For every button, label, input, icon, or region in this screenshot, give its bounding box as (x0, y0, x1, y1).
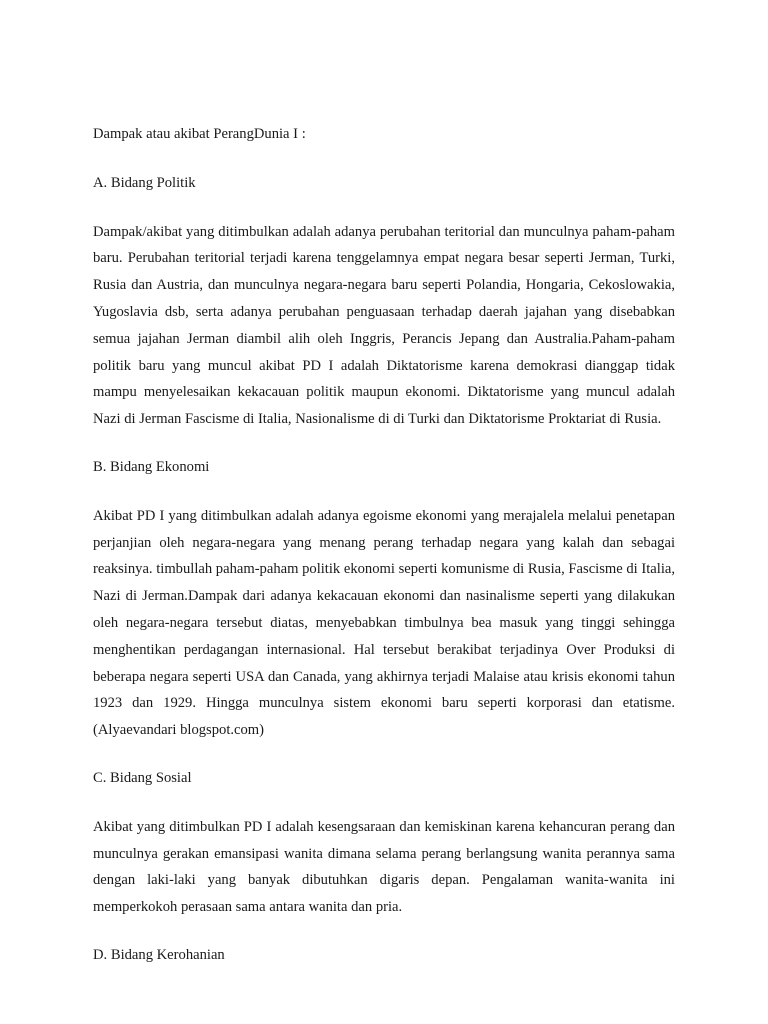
section-heading-politik: A. Bidang Politik (93, 174, 196, 191)
section-heading-sosial: C. Bidang Sosial (93, 769, 192, 786)
section-body-ekonomi: Akibat PD I yang ditimbulkan adalah adanya egoisme ekonomi yang merajalela melalui penetapan perjanjian oleh negara-negara yang menang perang terhadap negara yang kalah dan sebagai reaksinya. timbullah paham-paham politik ekonomi seperti komunisme di Rusia, Fascisme di Italia, Nazi di Jerman.Dampak dari adanya kekacauan ekonomi dan nasinalisme seperti yang dilakukan oleh negara-negara tersebut diatas, menyebabkan timbulnya bea masuk yang tinggi sehingga menghentikan perdagangan internasional. Hal tersebut berakibat terjadinya Over Produksi di beberapa negara seperti USA dan Canada, yang akhirnya terjadi Malaise atau krisis ekonomi tahun 1923 dan 1929. Hingga munculnya sistem ekonomi baru seperti korporasi dan etatisme. (Alyaevandari blogspot.com) (93, 507, 676, 739)
document-title: Dampak atau akibat PerangDunia I : (93, 126, 306, 142)
section-heading-kerohanian: D. Bidang Kerohanian (93, 946, 225, 963)
document-page (93, 121, 675, 991)
section-body-politik: Dampak/akibat yang ditimbulkan adalah adanya perubahan teritorial dan munculnya paham-paham baru. Perubahan teritorial terjadi karena tenggelamnya empat negara besar seperti Jerman, Turki, Rusia dan Austria, dan munculnya negara-negara baru seperti Polandia, Hongaria, Cekoslowakia, Yugoslavia dsb, serta adanya perubahan penguasaan terhadap daerah jajahan yang disebabkan semua jajahan Jerman diambil alih oleh Inggris, Perancis Jepang dan Australia.Paham-paham politik baru yang muncul akibat PD I adalah Diktatorisme karena demokrasi dianggap tidak mampu menyelesaikan kekacauan politik maupun ekonomi. Diktatorisme yang muncul adalah Nazi di Jerman Fascisme di Italia, Nasionalisme di di Turki dan Diktatorisme Proktariat di Rusia. (93, 223, 675, 428)
section-heading-ekonomi: B. Bidang Ekonomi (93, 458, 210, 475)
section-body-sosial: Akibat yang ditimbulkan PD I adalah kesengsaraan dan kemiskinan karena kehancuran perang dan munculnya gerakan emansipasi wanita dimana selama perang berlangsung wanita perannya sama dengan laki-laki yang banyak dibutuhkan digaris depan. Pengalaman wanita-wanita ini memperkokoh perasaan sama antara wanita dan pria. (93, 818, 675, 916)
